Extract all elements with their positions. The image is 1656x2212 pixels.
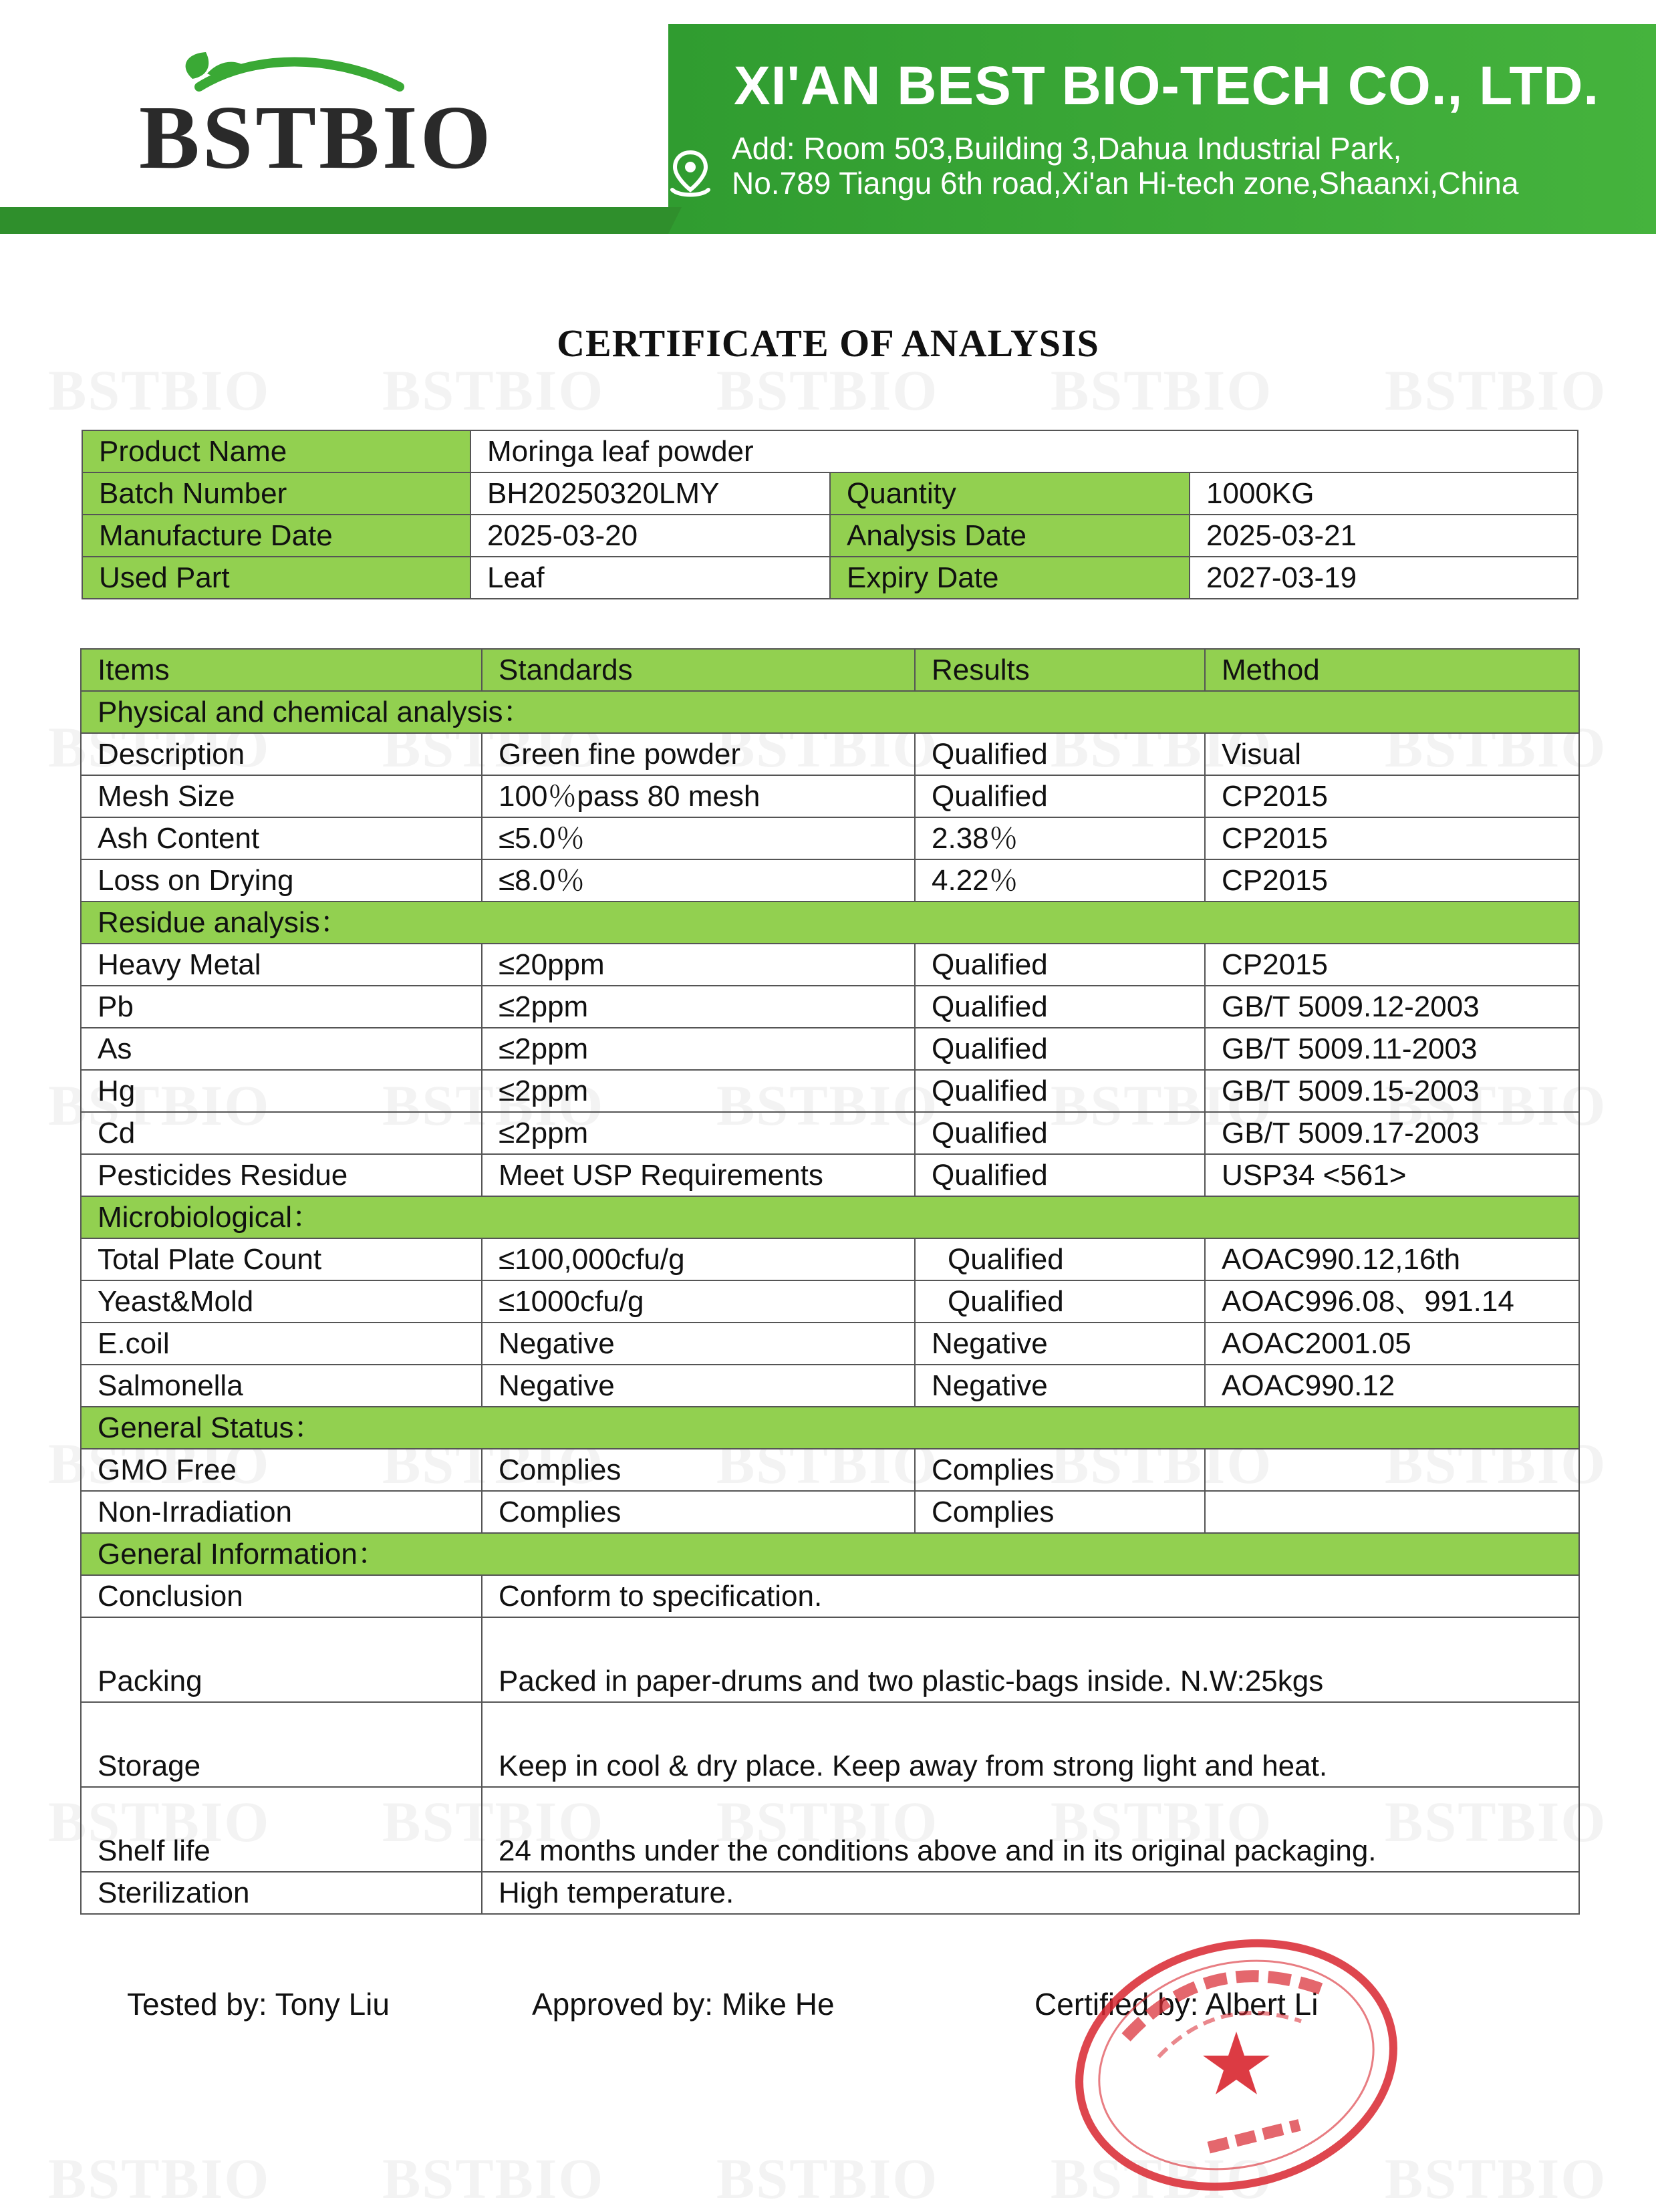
- document-title: CERTIFICATE OF ANALYSIS: [557, 321, 1099, 365]
- table-cell: E.coil: [81, 1323, 482, 1365]
- info-row: [82, 430, 1578, 472]
- table-cell: Qualified: [915, 1280, 1205, 1323]
- table-cell: GB/T 5009.15-2003: [1205, 1070, 1579, 1112]
- table-cell: [1205, 1491, 1579, 1533]
- table-cell: Heavy Metal: [81, 944, 482, 986]
- table-cell: Qualified: [915, 1070, 1205, 1112]
- table-cell: Negative: [915, 1323, 1205, 1365]
- section-header-row: [81, 691, 1579, 733]
- table-cell: AOAC990.12: [1205, 1365, 1579, 1407]
- watermark-text: [48, 357, 270, 424]
- section-header-row: [81, 1533, 1579, 1575]
- table-cell: ≤20ppm: [482, 944, 915, 986]
- table-row: [81, 944, 1579, 986]
- table-cell: Conclusion: [81, 1575, 482, 1617]
- watermark-text: [382, 2145, 604, 2212]
- tested-by: Tested by: Tony Liu: [127, 1987, 390, 2022]
- company-address: [732, 131, 1518, 200]
- table-row: [81, 1238, 1579, 1280]
- table-cell: Qualified: [915, 1112, 1205, 1154]
- table-cell: Salmonella: [81, 1365, 482, 1407]
- table-cell: Complies: [915, 1449, 1205, 1491]
- table-cell: Non-Irradiation: [81, 1491, 482, 1533]
- table-cell: 2.38％: [915, 817, 1205, 859]
- company-logo: BSTBIO: [139, 88, 494, 188]
- table-cell: Loss on Drying: [81, 859, 482, 902]
- certified-by: Certified by: Albert Li: [1034, 1987, 1319, 2022]
- table-cell: USP34 <561>: [1205, 1154, 1579, 1196]
- table-cell: Hg: [81, 1070, 482, 1112]
- table-cell: [1205, 1449, 1579, 1491]
- table-row: [81, 1112, 1579, 1154]
- table-cell: Ash Content: [81, 817, 482, 859]
- table-cell: Qualified: [915, 1028, 1205, 1070]
- table-cell: Cd: [81, 1112, 482, 1154]
- table-cell: Complies: [915, 1491, 1205, 1533]
- table-row: [81, 1787, 1579, 1872]
- table-cell: Storage: [81, 1702, 482, 1787]
- table-cell: Pb: [81, 986, 482, 1028]
- section-title: General Information：: [81, 1533, 1579, 1575]
- column-header: Method: [1205, 649, 1579, 691]
- table-cell: Pesticides Residue: [81, 1154, 482, 1196]
- used-part-label: Used Part: [82, 557, 470, 599]
- table-cell: CP2015: [1205, 775, 1579, 817]
- table-cell: ≤1000cfu/g: [482, 1280, 915, 1323]
- table-cell: GMO Free: [81, 1449, 482, 1491]
- info-row: [82, 472, 1578, 515]
- table-cell: Qualified: [915, 733, 1205, 775]
- table-cell: GB/T 5009.11-2003: [1205, 1028, 1579, 1070]
- table-cell: Packing: [81, 1617, 482, 1702]
- table-row: [81, 859, 1579, 902]
- company-seal-stamp: [1063, 1931, 1410, 2199]
- table-cell: ≤2ppm: [482, 1028, 915, 1070]
- table-row: [81, 775, 1579, 817]
- address-line-2: No.789 Tiangu 6th road,Xi'an Hi-tech zone,Shaanxi,China: [732, 166, 1519, 200]
- table-row: [81, 1702, 1579, 1787]
- table-cell: GB/T 5009.12-2003: [1205, 986, 1579, 1028]
- quantity-value: 1000KG: [1190, 472, 1578, 515]
- watermark-text: [716, 357, 938, 424]
- table-row: [81, 986, 1579, 1028]
- table-header-row: [81, 649, 1579, 691]
- table-cell: AOAC2001.05: [1205, 1323, 1579, 1365]
- column-header: Results: [915, 649, 1205, 691]
- table-cell: Sterilization: [81, 1872, 482, 1914]
- table-cell: Negative: [915, 1365, 1205, 1407]
- product-info-table: [82, 430, 1578, 599]
- batch-number-label: Batch Number: [82, 472, 470, 515]
- approved-by: Approved by: Mike He: [532, 1987, 835, 2022]
- table-cell: AOAC990.12,16th: [1205, 1238, 1579, 1280]
- manufacture-date-value: 2025-03-20: [470, 515, 830, 557]
- section-title: Microbiological：: [81, 1196, 1579, 1238]
- table-row: [81, 1323, 1579, 1365]
- table-row: [81, 817, 1579, 859]
- watermark-text: [382, 357, 604, 424]
- table-cell: CP2015: [1205, 944, 1579, 986]
- table-cell: Qualified: [915, 986, 1205, 1028]
- table-cell: As: [81, 1028, 482, 1070]
- table-cell: Negative: [482, 1323, 915, 1365]
- table-cell: Meet USP Requirements: [482, 1154, 915, 1196]
- table-row: [81, 1154, 1579, 1196]
- analysis-date-label: Analysis Date: [830, 515, 1190, 557]
- table-cell: Yeast&Mold: [81, 1280, 482, 1323]
- table-cell: GB/T 5009.17-2003: [1205, 1112, 1579, 1154]
- table-cell: ≤100,000cfu/g: [482, 1238, 915, 1280]
- section-header-row: [81, 1407, 1579, 1449]
- table-cell: ≤2ppm: [482, 1112, 915, 1154]
- table-row: [81, 733, 1579, 775]
- table-cell: ≤8.0％: [482, 859, 915, 902]
- table-cell: 100％pass 80 mesh: [482, 775, 915, 817]
- section-title: Physical and chemical analysis：: [81, 691, 1579, 733]
- table-cell: Qualified: [915, 775, 1205, 817]
- section-title: Residue analysis：: [81, 902, 1579, 944]
- table-row: [81, 1365, 1579, 1407]
- table-cell: Keep in cool & dry place. Keep away from strong light and heat.: [482, 1702, 1579, 1787]
- table-row: [81, 1070, 1579, 1112]
- table-row: [81, 1575, 1579, 1617]
- table-cell: CP2015: [1205, 817, 1579, 859]
- column-header: Standards: [482, 649, 915, 691]
- table-cell: AOAC996.08、991.14: [1205, 1280, 1579, 1323]
- table-row: [81, 1028, 1579, 1070]
- table-cell: Green fine powder: [482, 733, 915, 775]
- manufacture-date-label: Manufacture Date: [82, 515, 470, 557]
- table-cell: Total Plate Count: [81, 1238, 482, 1280]
- table-row: [81, 1280, 1579, 1323]
- table-cell: Qualified: [915, 1238, 1205, 1280]
- watermark-text: [1051, 357, 1272, 424]
- watermark-text: [1385, 2145, 1607, 2212]
- info-row: [82, 557, 1578, 599]
- used-part-value: Leaf: [470, 557, 830, 599]
- table-row: [81, 1872, 1579, 1914]
- section-header-row: [81, 902, 1579, 944]
- expiry-date-value: 2027-03-19: [1190, 557, 1578, 599]
- product-name-value: Moringa leaf powder: [470, 430, 1578, 472]
- table-cell: Visual: [1205, 733, 1579, 775]
- table-cell: Qualified: [915, 944, 1205, 986]
- watermark-text: [716, 2145, 938, 2212]
- section-header-row: [81, 1196, 1579, 1238]
- table-cell: Complies: [482, 1449, 915, 1491]
- info-row: [82, 515, 1578, 557]
- quantity-label: Quantity: [830, 472, 1190, 515]
- table-row: [81, 1449, 1579, 1491]
- analysis-table: [80, 648, 1580, 1915]
- table-cell: Packed in paper-drums and two plastic-bags inside. N.W:25kgs: [482, 1617, 1579, 1702]
- watermark-text: [1385, 357, 1607, 424]
- table-cell: High temperature.: [482, 1872, 1579, 1914]
- company-name: XI'AN BEST BIO-TECH CO., LTD.: [734, 55, 1600, 116]
- table-row: [81, 1491, 1579, 1533]
- table-cell: ≤2ppm: [482, 1070, 915, 1112]
- watermark-text: [48, 2145, 270, 2212]
- table-cell: 24 months under the conditions above and in its original packaging.: [482, 1787, 1579, 1872]
- product-name-label: Product Name: [82, 430, 470, 472]
- table-cell: Mesh Size: [81, 775, 482, 817]
- address-line-1: Add: Room 503,Building 3,Dahua Industrial Park,: [732, 131, 1402, 166]
- column-header: Items: [81, 649, 482, 691]
- table-cell: CP2015: [1205, 859, 1579, 902]
- table-cell: Complies: [482, 1491, 915, 1533]
- table-row: [81, 1617, 1579, 1702]
- batch-number-value: BH20250320LMY: [470, 472, 830, 515]
- table-cell: Description: [81, 733, 482, 775]
- section-title: General Status：: [81, 1407, 1579, 1449]
- table-cell: 4.22％: [915, 859, 1205, 902]
- table-cell: Shelf life: [81, 1787, 482, 1872]
- location-pin-icon: [666, 148, 715, 198]
- table-cell: Qualified: [915, 1154, 1205, 1196]
- table-cell: Negative: [482, 1365, 915, 1407]
- table-cell: ≤5.0％: [482, 817, 915, 859]
- table-cell: Conform to specification.: [482, 1575, 1579, 1617]
- analysis-date-value: 2025-03-21: [1190, 515, 1578, 557]
- table-cell: ≤2ppm: [482, 986, 915, 1028]
- expiry-date-label: Expiry Date: [830, 557, 1190, 599]
